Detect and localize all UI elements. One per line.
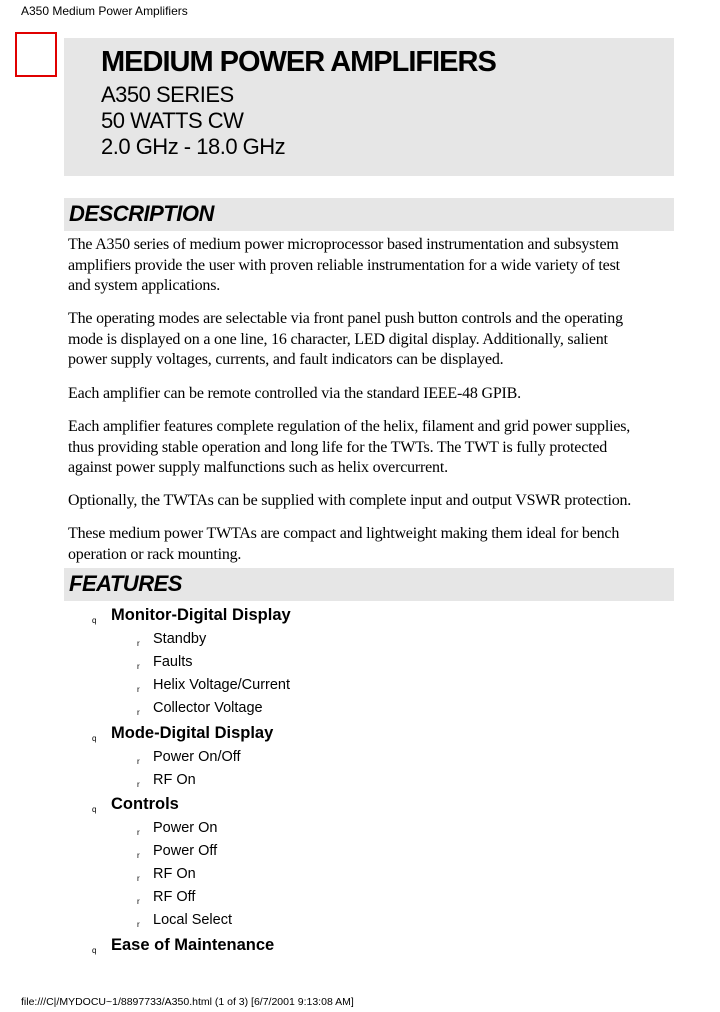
text-line: Optionally, the TWTAs can be supplied with complete input and output VSWR protection.	[68, 492, 632, 509]
series-label: A350 SERIES	[101, 82, 234, 107]
list-bullet-icon: q	[92, 805, 97, 814]
list-bullet-icon: q	[92, 734, 97, 743]
text-line: Each amplifier features complete regulation of the helix, filament and grid power supplies,	[68, 418, 631, 435]
sub-bullet-icon: r	[137, 828, 140, 837]
feature-item: RF On	[153, 772, 196, 788]
description-paragraph-1	[68, 235, 672, 297]
sub-bullet-icon: r	[137, 757, 140, 766]
feature-item: Standby	[153, 631, 207, 647]
page-title: MEDIUM POWER AMPLIFIERS	[101, 46, 496, 78]
frequency-label: 2.0 GHz - 18.0 GHz	[101, 134, 286, 159]
page-header: A350 Medium Power Amplifiers	[21, 4, 188, 18]
description-paragraph-3	[68, 384, 672, 405]
description-paragraph-4	[68, 417, 672, 479]
sub-bullet-icon: r	[137, 874, 140, 883]
text-line: thus providing stable operation and long life for the TWTs. The TWT is fully protected	[68, 438, 608, 456]
feature-group-label: Ease of Maintenance	[111, 936, 275, 954]
sub-bullet-icon: r	[137, 780, 140, 789]
sub-bullet-icon: r	[137, 851, 140, 860]
feature-group-label: Monitor-Digital Display	[111, 606, 291, 624]
text-line: These medium power TWTAs are compact and lightweight making them ideal for bench	[68, 525, 620, 542]
sub-bullet-icon: r	[137, 897, 140, 906]
text-line: and system applications.	[68, 277, 221, 294]
title-block	[64, 38, 674, 176]
description-paragraph-6	[68, 524, 672, 565]
power-label: 50 WATTS CW	[101, 108, 244, 133]
sub-bullet-icon: r	[137, 708, 140, 717]
feature-item: Collector Voltage	[153, 700, 263, 716]
sub-bullet-icon: r	[137, 639, 140, 648]
feature-item: Faults	[153, 654, 193, 670]
feature-group-label: Mode-Digital Display	[111, 724, 274, 742]
feature-group-label: Controls	[111, 795, 179, 813]
description-paragraph-2	[68, 309, 672, 371]
sub-bullet-icon: r	[137, 685, 140, 694]
features-heading: FEATURES	[69, 571, 182, 596]
text-line: power supply voltages, currents, and fault indicators can be displayed.	[68, 351, 504, 368]
list-bullet-icon: q	[92, 946, 97, 955]
text-line: mode is displayed on a one line, 16 character, LED digital display. Additionally, salient	[68, 330, 608, 348]
description-heading-bar	[64, 198, 674, 231]
page-footer: file:///C|/MYDOCU~1/8897733/A350.html (1 of 3) [6/7/2001 9:13:08 AM]	[21, 996, 354, 1008]
description-paragraph-5	[68, 491, 672, 512]
text-line: The operating modes are selectable via front panel push button controls and the operating	[68, 310, 623, 327]
text-line: Each amplifier can be remote controlled via the standard IEEE-48 GPIB.	[68, 385, 521, 402]
text-line: against power supply malfunctions such as helix overcurrent.	[68, 459, 448, 476]
features-heading-bar	[64, 568, 674, 601]
feature-item: Power Off	[153, 843, 218, 859]
feature-item: Helix Voltage/Current	[153, 677, 291, 693]
feature-item: RF Off	[153, 889, 196, 905]
text-line: amplifiers provide the user with proven reliable instrumentation for a wide variety of test	[68, 256, 620, 274]
logo-placeholder	[15, 32, 57, 77]
feature-item: Power On/Off	[153, 749, 241, 765]
feature-item: Local Select	[153, 912, 232, 928]
description-heading: DESCRIPTION	[69, 201, 214, 226]
feature-item: RF On	[153, 866, 196, 882]
sub-bullet-icon: r	[137, 920, 140, 929]
sub-bullet-icon: r	[137, 662, 140, 671]
text-line: The A350 series of medium power microprocessor based instrumentation and subsystem	[68, 236, 619, 253]
text-line: operation or rack mounting.	[68, 545, 242, 563]
list-bullet-icon: q	[92, 616, 97, 625]
feature-item: Power On	[153, 820, 218, 836]
